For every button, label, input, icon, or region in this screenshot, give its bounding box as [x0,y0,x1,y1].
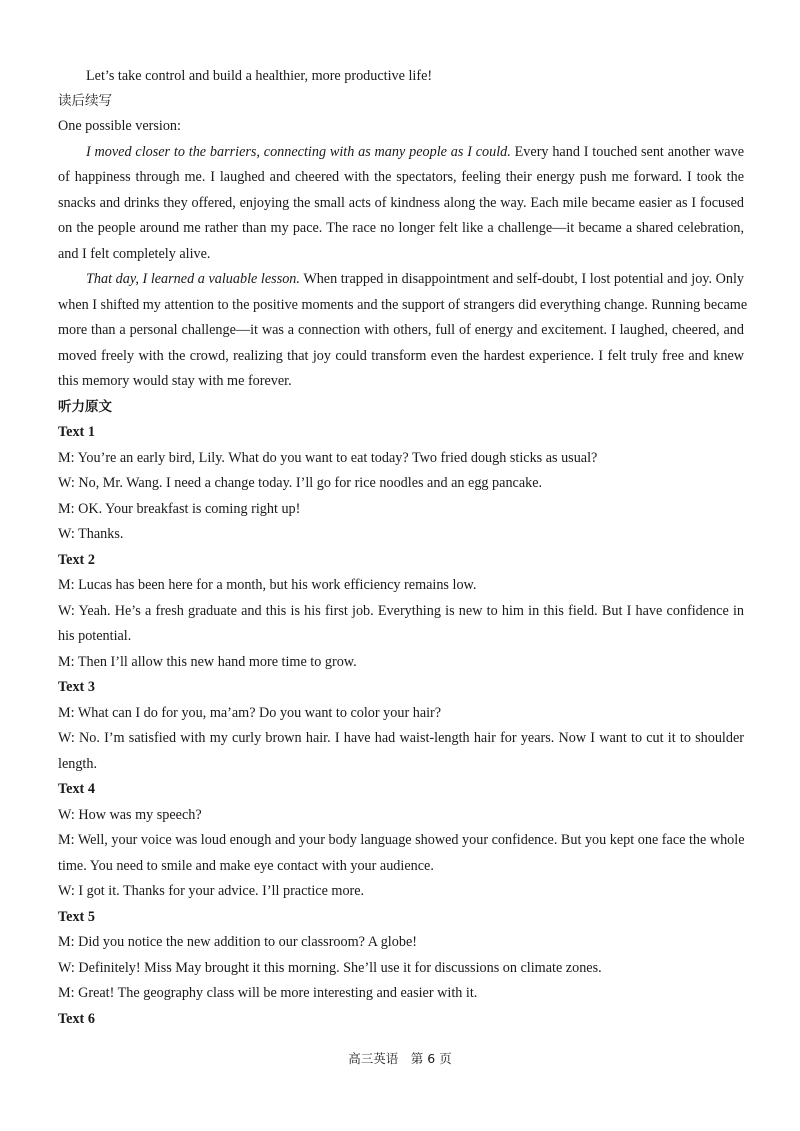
dialogue-line: M: Great! The geography class will be more interesting and easier with it. [58,985,478,1001]
dialogue-line: his potential. [58,628,132,644]
dialogue-line: W: I got it. Thanks for your advice. I’ll practice more. [58,883,365,899]
dialogue-line: W: How was my speech? [58,807,202,823]
text4-title: Text 4 [58,781,95,797]
dialogue-line: W: Thanks. [58,526,124,542]
page-footer: 高三英语 第 6 页 [348,1051,452,1066]
continuation-intro: One possible version: [58,118,181,134]
text5-title: Text 5 [58,909,95,925]
continuation-heading: 读后续写 [58,93,112,109]
continuation-p1-line: snacks and drinks they offered, enjoying the small acts of kindness along the way. Each mile became easier as I focused [58,195,744,211]
text3-title: Text 3 [58,679,95,695]
continuation-p2-line: when I shifted my attention to the positive moments and the support of strangers did everything change. Running became [58,297,748,313]
continuation-p1-line: and I felt completely alive. [58,246,211,262]
p2-first-line-rest: When trapped in disappointment and self-doubt, I lost potential and joy. Only [303,271,744,287]
dialogue-line: M: OK. Your breakfast is coming right up! [58,501,301,517]
dialogue-line: W: No. I’m satisfied with my curly brown hair. I have had waist-length hair for years. Now I want to cut it to shoulder [58,730,744,746]
p2-italic-sentence: That day, I learned a valuable lesson. [86,271,300,287]
p1-italic-sentence: I moved closer to the barriers, connecting with as many people as I could. [86,144,511,160]
listening-heading: 听力原文 [58,399,112,415]
continuation-p1-first-line [86,143,744,161]
closing-line: Let’s take control and build a healthier, more productive life! [86,68,433,84]
continuation-p2-line: more than a personal challenge—it was a connection with others, full of energy and excitement. I laughed, cheered, and [58,322,744,338]
dialogue-line: W: No, Mr. Wang. I need a change today. I’ll go for rice noodles and an egg pancake. [58,475,543,491]
dialogue-line: M: Then I’ll allow this new hand more time to grow. [58,654,357,670]
continuation-p1-line: of happiness through me. I laughed and cheered with the spectators, feeling their energy push me forward. I took the [58,169,744,185]
continuation-p2-line: this memory would stay with me forever. [58,373,292,389]
dialogue-line: W: Definitely! Miss May brought it this morning. She’ll use it for discussions on climate zones. [58,960,602,976]
dialogue-line: M: What can I do for you, ma’am? Do you want to color your hair? [58,705,442,721]
dialogue-line: W: Yeah. He’s a fresh graduate and this is his first job. Everything is new to him in this field. But I have confidence in [58,603,744,619]
p1-first-line-rest: Every hand I touched sent another wave [514,144,744,160]
dialogue-line: M: Lucas has been here for a month, but his work efficiency remains low. [58,577,477,593]
text6-title: Text 6 [58,1011,95,1027]
continuation-p1-line: on the people around me rather than my pace. The race no longer felt like a challenge—it became a shared celebration, [58,220,744,236]
continuation-p2-first-line [86,270,744,288]
text1-title: Text 1 [58,424,95,440]
dialogue-line: length. [58,756,98,772]
dialogue-line: M: Well, your voice was loud enough and your body language showed your confidence. But you kept one face the whole [58,832,745,848]
dialogue-line: time. You need to smile and make eye contact with your audience. [58,858,434,874]
continuation-p2-line: moved freely with the crowd, realizing that joy could transform even the hardest experience. I felt truly free and knew [58,348,744,364]
text2-title: Text 2 [58,552,95,568]
dialogue-line: M: You’re an early bird, Lily. What do you want to eat today? Two fried dough sticks as usual? [58,450,598,466]
dialogue-line: M: Did you notice the new addition to our classroom? A globe! [58,934,417,950]
